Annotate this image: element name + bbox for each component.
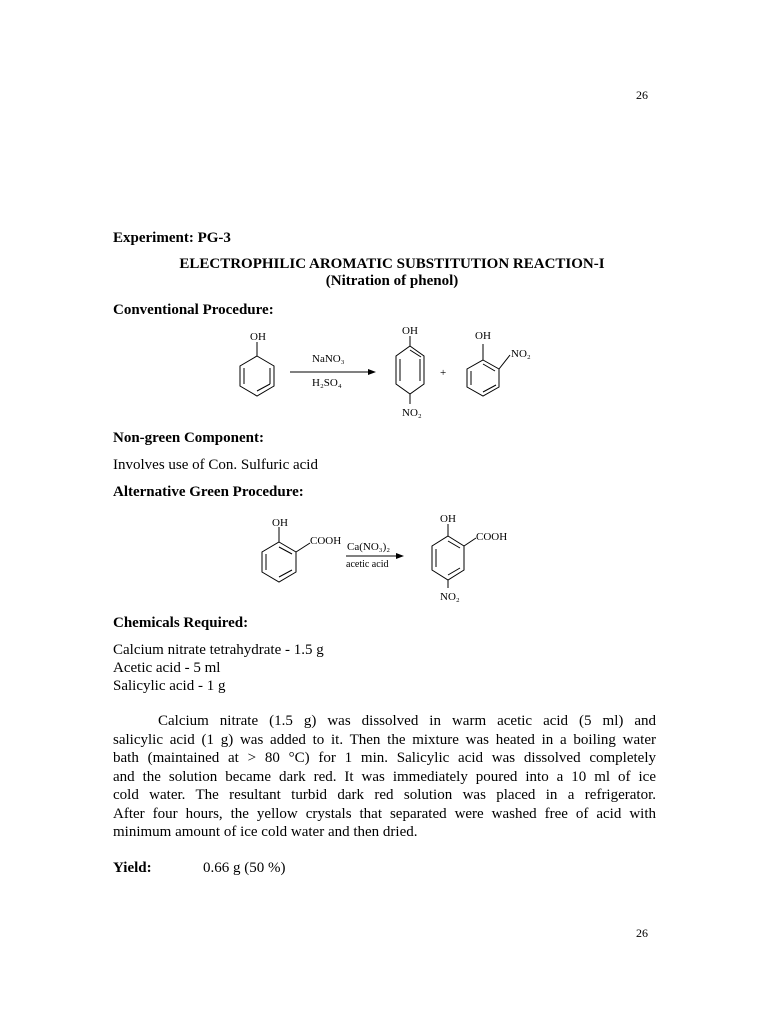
procedure-line: Calcium nitrate (1.5 g) was dissolved in warm acetic acid (5 ml) and [158,713,656,729]
product2-no2-label: NO₂ [511,348,531,360]
reactant-oh: OH [272,517,288,529]
nitration-scheme [200,320,580,420]
reagent-acetic-acid: acetic acid [346,559,389,570]
chemical-item: Salicylic acid - 1 g [113,678,226,694]
page-subtitle: (Nitration of phenol) [325,273,459,289]
green-nitration-scheme [230,506,530,606]
procedure-line: salicylic acid (1 g) was added to it. Then the mixture was heated in a boiling water [113,731,656,748]
procedure-line: cold water. The resultant turbid dark red solution was placed in a refrigerator. [113,787,656,803]
chemical-item: Calcium nitrate tetrahydrate - 1.5 g [113,642,324,658]
product2-oh-label: OH [475,330,491,342]
o-nitrophenol-ring [467,360,499,396]
product1-no2-label: NO₂ [402,407,422,419]
reagent-cano3: Ca(NO₃)₂ [347,541,391,553]
salicylic-acid-ring [262,542,296,582]
conventional-heading: Conventional Procedure: [113,302,274,318]
page-number-bottom: 26 [636,926,648,940]
experiment-heading: Experiment: PG-3 [113,230,231,246]
reactant-cooh: COOH [310,535,342,547]
procedure-line: After four hours, the yellow crystals that separated were washed free of acid with [113,805,656,822]
plus-sign: + [440,367,447,379]
page-number-top: 26 [636,88,648,102]
product1-oh-label: OH [402,325,418,337]
procedure-line: minimum amount of ice cold water and then dried. [113,824,418,840]
page-title: ELECTROPHILIC AROMATIC SUBSTITUTION REACTION-I [179,256,605,272]
procedure-paragraph [113,712,656,842]
procedure-line: bath (maintained at > 80 °C) for 1 min. Salicylic acid was dissolved completely [113,750,656,766]
product-cooh: COOH [476,531,508,543]
reagent-nano3: NaNO₃ [312,353,345,365]
reagent-h2so4: H₂SO₄ [312,377,342,389]
green-heading: Alternative Green Procedure: [113,484,304,500]
chemicals-heading: Chemicals Required: [113,615,249,631]
nitrosalicylic-acid-ring [432,536,464,580]
phenol-ring [240,356,274,396]
nongreen-text: Involves use of Con. Sulfuric acid [113,457,318,473]
reactant-oh-label: OH [250,331,266,343]
procedure-line: and the solution became dark red. It was immediately poured into a 10 ml of ice [113,768,656,785]
nongreen-heading: Non-green Component: [113,430,264,446]
yield-label: Yield: [113,860,152,876]
chemical-item: Acetic acid - 5 ml [113,660,221,676]
product-no2: NO₂ [440,591,460,603]
yield-value: 0.66 g (50 %) [203,860,286,876]
product-oh: OH [440,513,456,525]
